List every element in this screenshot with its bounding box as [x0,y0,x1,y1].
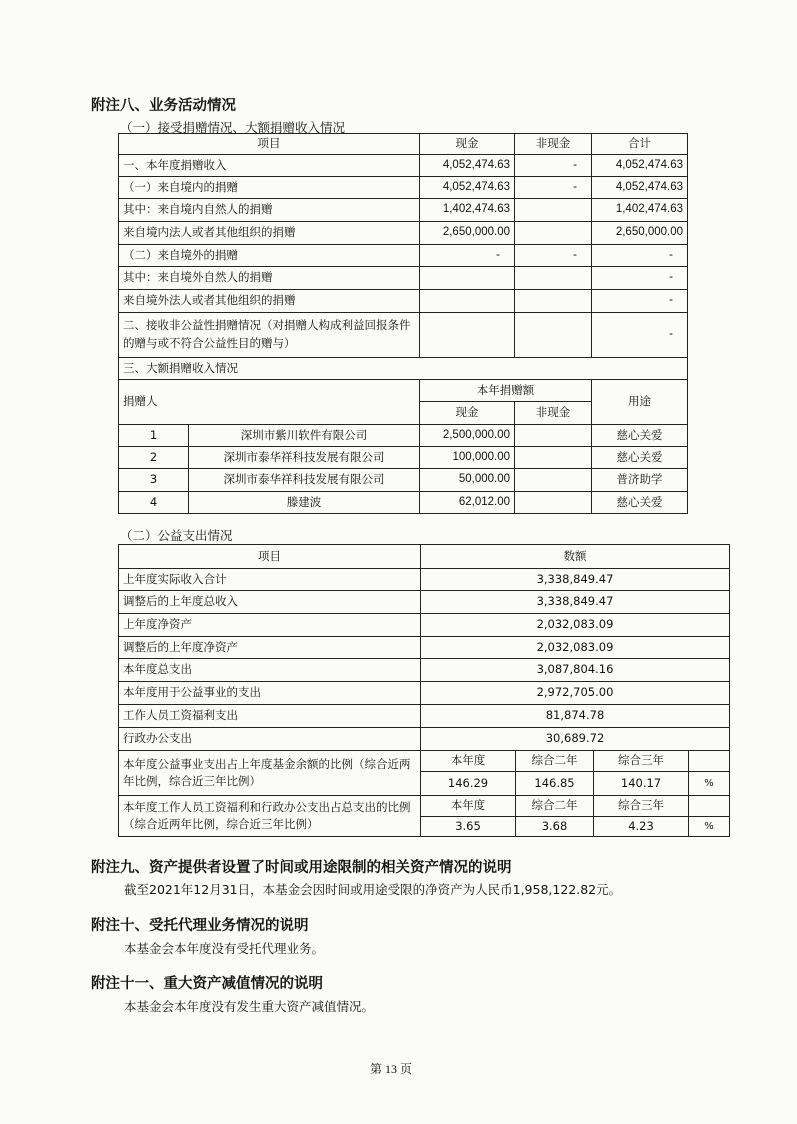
donor-use: 普济助学 [592,469,688,492]
ratio1-header-three: 综合三年 [594,751,689,772]
table-row [119,492,688,514]
table-row [119,728,730,751]
table-row [119,682,730,705]
noncash-cell [515,267,592,290]
donor-noncash [515,425,592,447]
row-label: 工作人员工资福利支出 [119,705,421,728]
donor-index: 1 [119,425,189,447]
donor-name: 深圳市紫川软件有限公司 [189,425,420,447]
donor-name: 深圳市泰华祥科技发展有限公司 [189,447,420,469]
donor-cash: 2,500,000.00 [420,425,515,447]
noncash-cell [515,290,592,313]
ratio2-unit: % [689,817,730,837]
ratio1-header-two: 综合二年 [516,751,594,772]
ratio2-header-three: 综合三年 [594,796,689,817]
cash-cell: - [420,245,515,267]
donor-index: 4 [119,492,189,514]
donor-header: 捐赠人 [119,380,420,425]
table-row [119,705,730,728]
ratio2-year: 3.65 [421,817,516,837]
t1-header-cash: 现金 [420,134,515,155]
noncharity-total: - [592,313,688,358]
amount-cell: 3,087,804.16 [421,659,730,682]
ratio1-two: 146.85 [516,772,594,796]
table-row [119,569,730,591]
row-label: 一、本年度捐赠收入 [119,155,420,177]
t1-header-total: 合计 [592,134,688,155]
table-row [119,199,688,222]
amount-header: 本年捐赠额 [420,380,592,402]
noncash-cell: - [515,177,592,199]
table-row [119,267,688,290]
ratio2-label: 本年度工作人员工资福利和行政办公支出占总支出的比例（综合近两年比例，综合近三年比例） [119,796,421,837]
amount-cell: 2,032,083.09 [421,614,730,637]
noncharity-label: 二、接收非公益性捐赠情况（对捐赠人构成利益回报条件的赠与或不符合公益性目的赠与） [119,313,420,358]
row-label: 本年度用于公益事业的支出 [119,682,421,705]
table-row [119,447,688,469]
donation-table [118,133,688,514]
table-row [119,290,688,313]
part2-title: （二）公益支出情况 [120,528,233,543]
cash-cell [420,267,515,290]
total-cell: - [592,267,688,290]
table-row [119,313,688,358]
row-label: 调整后的上年度总收入 [119,591,421,614]
row-label: （二）来自境外的捐赠 [119,245,420,267]
ratio2-header-year: 本年度 [421,796,516,817]
noncash-cell [515,222,592,245]
table-row [119,796,730,817]
donor-cash: 100,000.00 [420,447,515,469]
table-row [119,425,688,447]
table-row [119,637,730,659]
t2-header-amount: 数额 [421,545,730,569]
row-label: 上年度实际收入合计 [119,569,421,591]
donor-use: 慈心关爱 [592,447,688,469]
noncash-cell: - [515,155,592,177]
section9-title: 附注九、资产提供者设置了时间或用途限制的相关资产情况的说明 [91,860,512,876]
row-label: 本年度总支出 [119,659,421,682]
donor-use: 慈心关爱 [592,425,688,447]
table-row [119,245,688,267]
donor-cash: 50,000.00 [420,469,515,492]
donor-name: 滕建波 [189,492,420,514]
donor-noncash [515,447,592,469]
total-cell: - [592,290,688,313]
table-row [119,469,688,492]
noncash-header: 非现金 [515,402,592,425]
section11-text: 本基金会本年度没有发生重大资产减值情况。 [124,999,375,1014]
donor-cash: 62,012.00 [420,492,515,514]
ratio1-unit: % [689,772,730,796]
table-row [119,614,730,637]
cash-cell [420,290,515,313]
row-label: 来自境外法人或者其他组织的捐赠 [119,290,420,313]
ratio1-three: 140.17 [594,772,689,796]
donor-use: 慈心关爱 [592,492,688,514]
amount-cell: 81,874.78 [421,705,730,728]
table-row [119,222,688,245]
donor-noncash [515,492,592,514]
amount-cell: 2,032,083.09 [421,637,730,659]
ratio1-label: 本年度公益事业支出占上年度基金余额的比例（综合近两年比例，综合近三年比例） [119,751,421,796]
row-label: 其中：来自境内自然人的捐赠 [119,199,420,222]
row-label: （一）来自境内的捐赠 [119,177,420,199]
total-cell: 4,052,474.63 [592,177,688,199]
cash-header: 现金 [420,402,515,425]
amount-cell: 2,972,705.00 [421,682,730,705]
page-number: 第 13 页 [370,1062,413,1076]
cash-cell: 4,052,474.63 [420,155,515,177]
noncash-cell [515,199,592,222]
row-label: 行政办公支出 [119,728,421,751]
amount-cell: 3,338,849.47 [421,569,730,591]
table-row [119,155,688,177]
t1-header-item: 项目 [119,134,420,155]
row-label: 其中：来自境外自然人的捐赠 [119,267,420,290]
section10-text: 本基金会本年度没有受托代理业务。 [124,941,325,956]
amount-cell: 30,689.72 [421,728,730,751]
row-label: 来自境内法人或者其他组织的捐赠 [119,222,420,245]
table-row [119,659,730,682]
cash-cell: 4,052,474.63 [420,177,515,199]
donor-index: 3 [119,469,189,492]
charity-expense-table [118,544,730,837]
total-cell: 2,650,000.00 [592,222,688,245]
ratio2-three: 4.23 [594,817,689,837]
ratio1-header-year: 本年度 [421,751,516,772]
total-cell: - [592,245,688,267]
table-row [119,591,730,614]
amount-cell: 3,338,849.47 [421,591,730,614]
donor-noncash [515,469,592,492]
ratio2-two: 3.68 [516,817,594,837]
row-label: 上年度净资产 [119,614,421,637]
donor-index: 2 [119,447,189,469]
table-row [119,177,688,199]
donor-name: 深圳市泰华祥科技发展有限公司 [189,469,420,492]
t2-header-item: 项目 [119,545,421,569]
cash-cell: 1,402,474.63 [420,199,515,222]
total-cell: 4,052,474.63 [592,155,688,177]
cash-cell: 2,650,000.00 [420,222,515,245]
section8-title: 附注八、业务活动情况 [91,98,236,114]
section9-text: 截至2021年12月31日，本基金会因时间或用途受限的净资产为人民币1,958,122.82元。 [124,882,622,897]
ratio1-year: 146.29 [421,772,516,796]
section11-title: 附注十一、重大资产减值情况的说明 [91,976,323,992]
row-label: 调整后的上年度净资产 [119,637,421,659]
table-row [119,751,730,772]
total-cell: 1,402,474.63 [592,199,688,222]
use-header: 用途 [592,380,688,425]
ratio2-header-two: 综合二年 [516,796,594,817]
noncash-cell: - [515,245,592,267]
large-donation-label: 三、大额捐赠收入情况 [119,358,688,380]
t1-header-noncash: 非现金 [515,134,592,155]
section10-title: 附注十、受托代理业务情况的说明 [91,918,309,934]
part1-title: （一）接受捐赠情况、大额捐赠收入情况 [120,120,346,135]
